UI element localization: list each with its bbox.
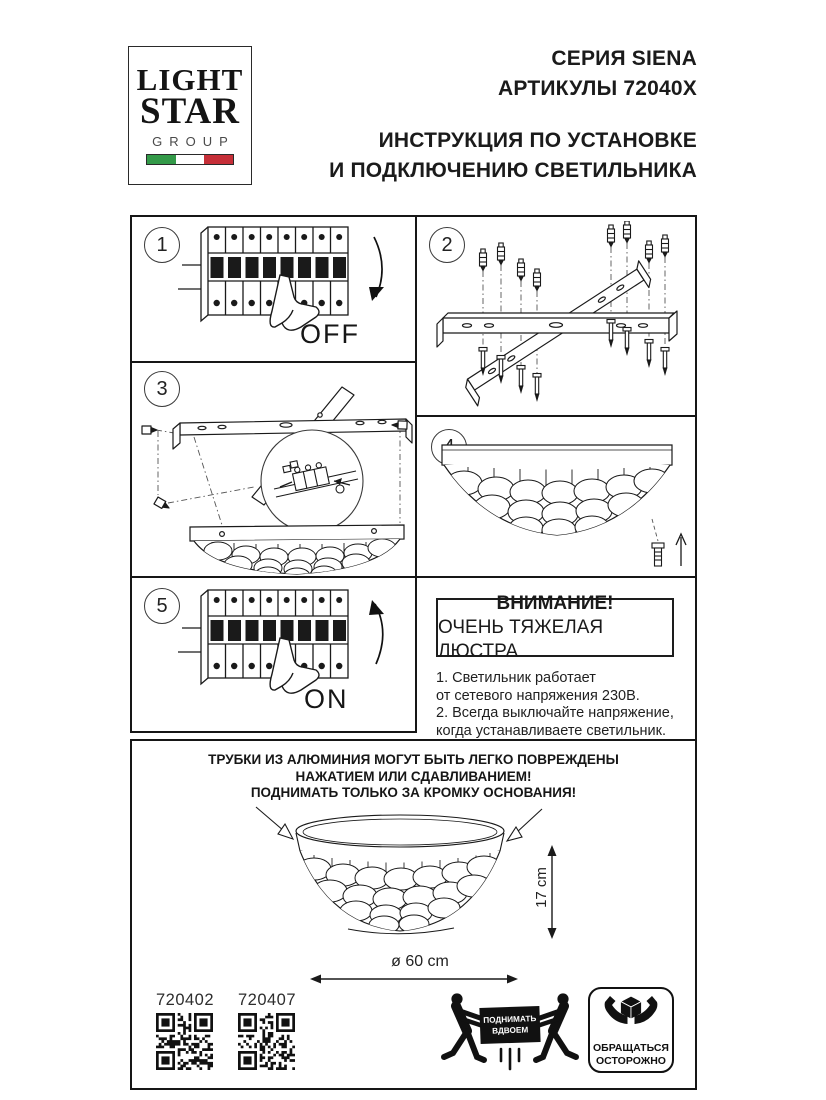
hands-holding-box-glyph: [603, 994, 659, 1038]
flag-red: [204, 155, 233, 164]
attention-section: [415, 578, 697, 739]
svg-text:ВДВОЕМ: ВДВОЕМ: [492, 1025, 529, 1036]
on-label: ON: [304, 684, 349, 714]
flag-white: [176, 155, 205, 164]
step-1-panel: [130, 215, 417, 363]
logo-text-group: GROUP: [152, 133, 235, 149]
lightstar-logo: [128, 46, 252, 185]
qr-code-720407: [238, 1013, 295, 1070]
note-line: 1. Светильник работает: [436, 670, 596, 686]
fixing-screw: [652, 543, 664, 566]
lift-sign: [479, 1006, 540, 1044]
instruction-title-line2: И ПОДКЛЮЧЕНИЮ СВЕТИЛЬНИКА: [329, 159, 697, 182]
step-2-panel: [415, 215, 697, 417]
mounting-bracket-illustration: [425, 221, 687, 413]
arrow-up-icon: [369, 600, 384, 664]
note-line: когда устанавливаете светильник.: [436, 722, 667, 739]
document-header: [329, 44, 697, 186]
wiring-detail-magnifier: [261, 430, 363, 532]
attention-subtitle: ОЧЕНЬ ТЯЖЕЛАЯ ЛЮСТРА: [438, 616, 604, 662]
diameter-dimension-arrow: [308, 971, 520, 987]
attention-box: [436, 592, 674, 662]
article-code-720407: 720407: [237, 991, 297, 1009]
handling-warning-line3: ПОДНИМАТЬ ТОЛЬКО ЗА КРОМКУ ОСНОВАНИЯ!: [250, 785, 577, 800]
side-screw-left: [142, 426, 157, 434]
step-4-panel: [415, 415, 697, 578]
handling-warning-line1: ТРУБКИ ИЗ АЛЮМИНИЯ МОГУТ БЫТЬ ЛЕГКО ПОВРЕЖДЕНЫ: [208, 752, 619, 767]
qr-code-720402: [156, 1013, 213, 1070]
handling-warning: [132, 752, 695, 802]
handling-panel: [130, 739, 697, 1090]
handle-with-care-icon: [588, 987, 674, 1073]
off-label: OFF: [300, 319, 360, 349]
up-arrow-icon: [676, 534, 686, 566]
handling-warning-line2: НАЖАТИЕМ ИЛИ СДАВЛИВАНИЕМ!: [295, 768, 532, 784]
logo-text-star: STAR: [140, 90, 240, 132]
svg-text:ПОДНИМАТЬ: ПОДНИМАТЬ: [483, 1014, 537, 1025]
step-5-number-badge: 5: [144, 588, 180, 624]
step-5-panel: [130, 576, 417, 733]
circuit-breaker-off-illustration: [168, 219, 408, 359]
articles-title: АРТИКУЛЫ 72040X: [498, 77, 697, 100]
logo-text-light: LIGHT: [136, 62, 244, 98]
chandelier-fixing-illustration: [422, 431, 690, 573]
series-title: СЕРИЯ SIENA: [551, 47, 697, 70]
care-text-line2: ОСТОРОЖНО: [596, 1055, 666, 1067]
circuit-breaker-on-illustration: [168, 582, 408, 722]
diameter-dimension-label: ø 60 cm: [391, 953, 449, 970]
attention-title: ВНИМАНИЕ!: [496, 592, 614, 614]
step-3-number-badge: 3: [144, 371, 180, 407]
height-dimension-label: 17 cm: [532, 867, 550, 908]
safety-notes: [436, 670, 688, 740]
arrow-down-icon: [369, 237, 384, 301]
step-3-panel: [130, 361, 417, 578]
chandelier-dimension-illustration: [244, 805, 554, 955]
lift-with-two-people-icon: [440, 989, 580, 1081]
article-code-720402: 720402: [155, 991, 215, 1009]
care-text-line1: ОБРАЩАТЬСЯ: [593, 1042, 669, 1054]
instruction-title-line1: ИНСТРУКЦИЯ ПО УСТАНОВКЕ: [378, 129, 697, 152]
side-screw-lower-left: [154, 497, 171, 511]
note-line: от сетевого напряжения 230В.: [436, 687, 640, 704]
bracket-and-chandelier-wiring-illustration: [134, 375, 414, 575]
step-1-number-badge: 1: [144, 227, 180, 263]
note-line: 2. Всегда выключайте напряжение,: [436, 705, 674, 721]
italian-flag-bar: [146, 154, 234, 165]
step-2-number-badge: 2: [429, 227, 465, 263]
flag-green: [147, 155, 176, 164]
